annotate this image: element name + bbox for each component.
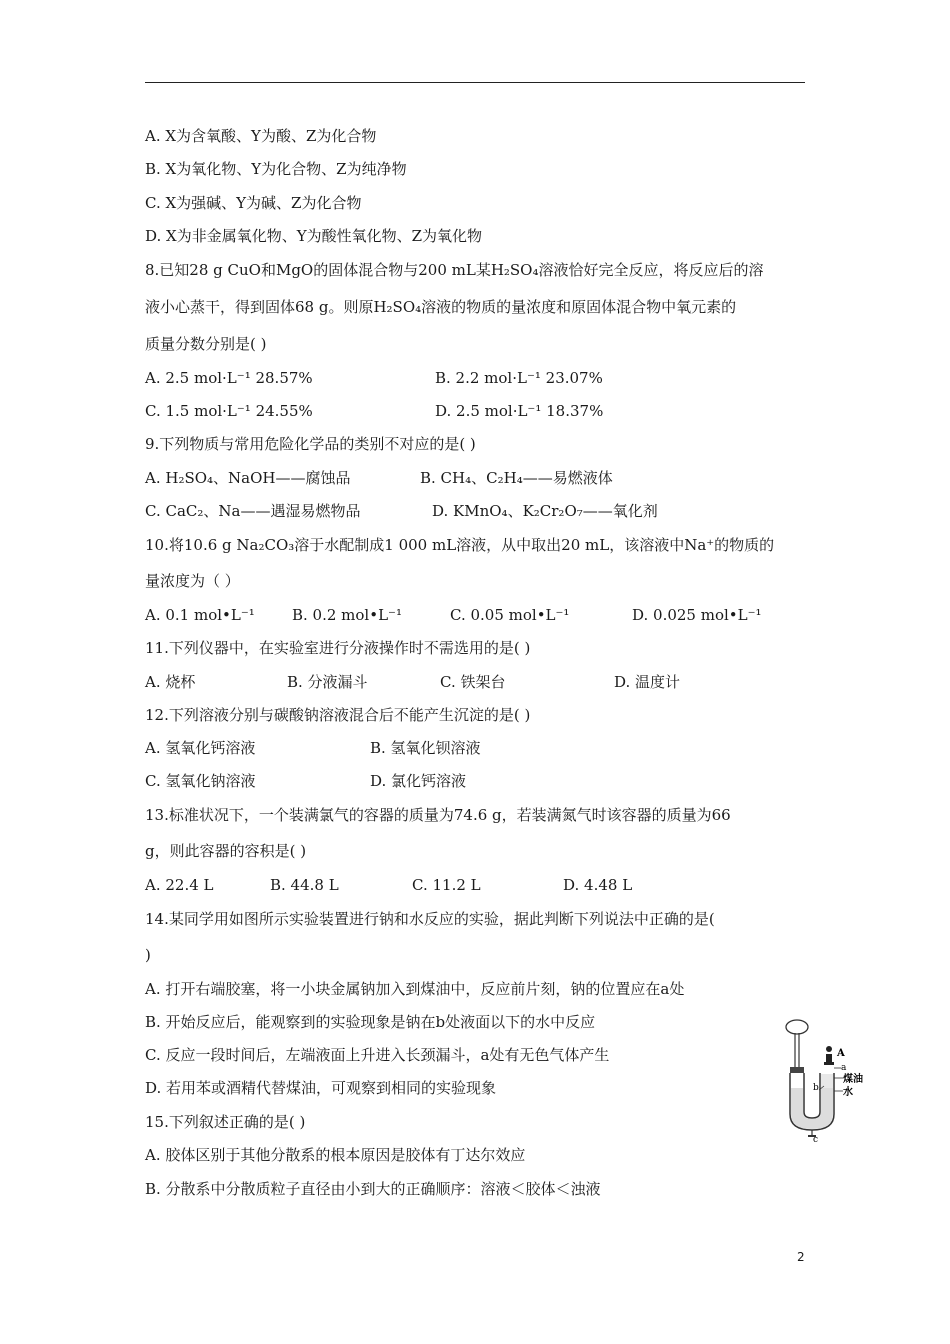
q8-option-a: A. 2.5 mol·L⁻¹ 28.57% [145, 369, 313, 387]
q10-option-b: B. 0.2 mol•L⁻¹ [292, 606, 402, 624]
q10-option-d: D. 0.025 mol•L⁻¹ [632, 606, 762, 624]
q13-option-d: D. 4.48 L [563, 876, 633, 894]
q12-option-a: A. 氢氧化钙溶液 [145, 739, 256, 757]
q13-stem-line1: 13.标准状况下，一个装满氯气的容器的质量为74.6 g，若装满氮气时该容器的质量为66 [145, 806, 731, 824]
label-water: 水 [843, 1087, 853, 1098]
water-fill [791, 1088, 833, 1129]
q14-stem-line1: 14.某同学用如图所示实验装置进行钠和水反应的实验，据此判断下列说法中正确的是( [145, 910, 715, 928]
q9-option-c: C. CaC₂、Na——遇湿易燃物品 [145, 502, 361, 520]
q7-option-d: D. X为非金属氧化物、Y为酸性氧化物、Z为氧化物 [145, 227, 483, 245]
right-stopper [826, 1054, 832, 1062]
q13-stem-line2: g，则此容器的容积是( ) [145, 842, 307, 860]
stopper-knob [826, 1046, 832, 1052]
q12-stem: 12.下列溶液分别与碳酸钠溶液混合后不能产生沉淀的是( ) [145, 706, 531, 724]
q15-stem: 15.下列叙述正确的是( ) [145, 1113, 306, 1131]
left-stopper [790, 1067, 804, 1073]
q11-option-d: D. 温度计 [614, 673, 681, 691]
q12-option-c: C. 氢氧化钠溶液 [145, 772, 256, 790]
header-rule [145, 82, 805, 83]
label-A: A [837, 1048, 845, 1059]
label-b: b [813, 1083, 819, 1093]
q7-option-a: A. X为含氧酸、Y为酸、Z为化合物 [145, 127, 377, 145]
q13-option-b: B. 44.8 L [270, 876, 339, 894]
q14-option-c: C. 反应一段时间后，左端液面上升进入长颈漏斗，a处有无色气体产生 [145, 1046, 610, 1064]
page-number: 2 [797, 1250, 805, 1264]
right-stopper-base [824, 1062, 834, 1065]
q9-stem: 9.下列物质与常用危险化学品的类别不对应的是( ) [145, 435, 476, 453]
q15-option-b: B. 分散系中分散质粒子直径由小到大的正确顺序：溶液＜胶体＜浊液 [145, 1180, 601, 1198]
label-kerosene: 煤油 [843, 1074, 863, 1085]
q11-option-b: B. 分液漏斗 [287, 673, 368, 691]
q14-stem-line2: ) [145, 946, 151, 964]
q8-option-c: C. 1.5 mol·L⁻¹ 24.55% [145, 402, 313, 420]
funnel-bulb [786, 1020, 808, 1034]
q12-option-b: B. 氢氧化钡溶液 [370, 739, 481, 757]
q9-option-b: B. CH₄、C₂H₄——易燃液体 [420, 469, 613, 487]
q8-stem-line3: 质量分数分别是( ) [145, 335, 267, 353]
q14-option-b: B. 开始反应后，能观察到的实验现象是钠在b处液面以下的水中反应 [145, 1013, 596, 1031]
label-a: a [841, 1063, 847, 1073]
kerosene-layer [821, 1074, 833, 1088]
label-c: c [813, 1135, 819, 1142]
q8-stem-line2: 液小心蒸干，得到固体68 g。则原H₂SO₄溶液的物质的量浓度和原固体混合物中氧元素的 [145, 298, 737, 316]
q10-option-c: C. 0.05 mol•L⁻¹ [450, 606, 570, 624]
q10-option-a: A. 0.1 mol•L⁻¹ [145, 606, 255, 624]
q13-option-c: C. 11.2 L [412, 876, 481, 894]
q8-stem-line1: 8.已知28 g CuO和MgO的固体混合物与200 mL某H₂SO₄溶液恰好完全反应，将反应后的溶 [145, 261, 764, 279]
q9-option-d: D. KMnO₄、K₂Cr₂O₇——氧化剂 [432, 502, 658, 520]
q14-option-a: A. 打开右端胶塞，将一小块金属钠加入到煤油中，反应前片刻，钠的位置应在a处 [145, 980, 685, 998]
q10-stem-line1: 10.将10.6 g Na₂CO₃溶于水配制成1 000 mL溶液，从中取出20 mL，该溶液中Na⁺的物质的 [145, 536, 775, 554]
q12-option-d: D. 氯化钙溶液 [370, 772, 467, 790]
q11-option-c: C. 铁架台 [440, 673, 506, 691]
q9-option-a: A. H₂SO₄、NaOH——腐蚀品 [145, 469, 351, 487]
q15-option-a: A. 胶体区别于其他分散系的根本原因是胶体有丁达尔效应 [145, 1146, 526, 1164]
q14-option-d: D. 若用苯或酒精代替煤油，可观察到相同的实验现象 [145, 1079, 497, 1097]
u-tube-inner [804, 1073, 820, 1118]
q7-option-c: C. X为强碱、Y为碱、Z为化合物 [145, 194, 362, 212]
q10-stem-line2: 量浓度为（ ） [145, 572, 240, 590]
q11-stem: 11.下列仪器中，在实验室进行分液操作时不需选用的是( ) [145, 639, 531, 657]
q7-option-b: B. X为氧化物、Y为化合物、Z为纯净物 [145, 160, 407, 178]
q11-option-a: A. 烧杯 [145, 673, 196, 691]
q13-option-a: A. 22.4 L [145, 876, 214, 894]
u-tube-apparatus-figure [775, 1018, 875, 1142]
q8-option-b: B. 2.2 mol·L⁻¹ 23.07% [435, 369, 603, 387]
q8-option-d: D. 2.5 mol·L⁻¹ 18.37% [435, 402, 604, 420]
